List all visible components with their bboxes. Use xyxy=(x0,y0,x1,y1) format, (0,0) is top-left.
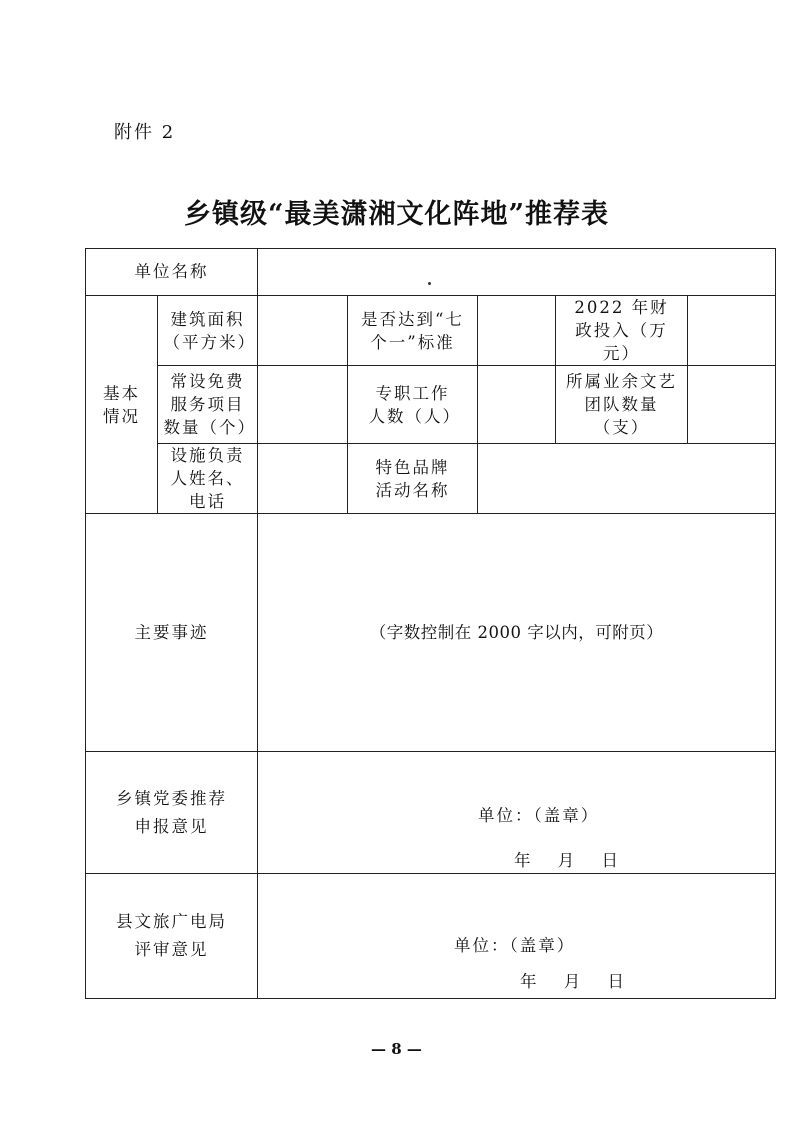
scan-speck xyxy=(428,282,431,285)
township-opinion-field[interactable] xyxy=(258,752,776,874)
building-area-text: 建筑面积（平方米） xyxy=(163,309,256,352)
seven-one-text: 是否达到“七个一”标准 xyxy=(361,309,464,352)
finance-value[interactable] xyxy=(688,296,776,366)
page-title: 乡镇级“最美潇湘文化阵地”推荐表 xyxy=(183,199,610,230)
finance-text: 2022 年财政投入（万元） xyxy=(574,298,669,363)
amateur-groups-label xyxy=(556,366,688,444)
main-deeds-label: 主要事迹 xyxy=(86,514,258,752)
free-services-label xyxy=(158,366,258,444)
county-date-text: 年 月 日 xyxy=(520,972,626,991)
free-services-value[interactable] xyxy=(258,366,348,444)
brand-activity-value[interactable] xyxy=(478,444,776,514)
seven-one-label xyxy=(348,296,478,366)
recommendation-form-table xyxy=(85,248,776,999)
county-opinion-label xyxy=(86,874,258,999)
amateur-groups-value[interactable] xyxy=(688,366,776,444)
facility-head-text: 设施负责人姓名、电话 xyxy=(170,446,245,511)
brand-activity-text: 特色品牌活动名称 xyxy=(375,457,450,500)
building-area-value[interactable] xyxy=(258,296,348,366)
finance-label xyxy=(556,296,688,366)
township-opinion-text: 乡镇党委推荐申报意见 xyxy=(116,788,227,836)
township-opinion-label xyxy=(86,752,258,874)
unit-name-value[interactable] xyxy=(258,249,776,296)
brand-activity-label xyxy=(348,444,478,514)
free-services-text: 常设免费服务项目数量（个） xyxy=(163,372,256,437)
basic-info-label xyxy=(86,296,158,514)
facility-head-label xyxy=(158,444,258,514)
attachment-label: 附件 2 xyxy=(114,122,176,143)
staff-value[interactable] xyxy=(478,366,556,444)
unit-name-label: 单位名称 xyxy=(86,249,258,296)
facility-head-value[interactable] xyxy=(258,444,348,514)
main-deeds-hint: （字数控制在 2000 字以内，可附页） xyxy=(369,622,664,642)
main-deeds-field[interactable] xyxy=(258,514,776,752)
county-opinion-text: 县文旅广电局评审意见 xyxy=(116,912,227,959)
seven-one-value[interactable] xyxy=(478,296,556,366)
amateur-groups-text: 所属业余文艺团队数量（支） xyxy=(566,372,677,437)
township-date-text: 年 月 日 xyxy=(514,851,620,870)
county-seal-text: 单位：（盖章） xyxy=(454,936,576,955)
building-area-label xyxy=(158,296,258,366)
staff-text: 专职工作人数（人） xyxy=(368,383,461,426)
staff-label xyxy=(348,366,478,444)
basic-info-text: 基本情况 xyxy=(103,383,140,426)
county-opinion-field[interactable] xyxy=(258,874,776,999)
township-seal-text: 单位：（盖章） xyxy=(478,806,600,825)
page-number: — 8 — xyxy=(371,1040,422,1058)
